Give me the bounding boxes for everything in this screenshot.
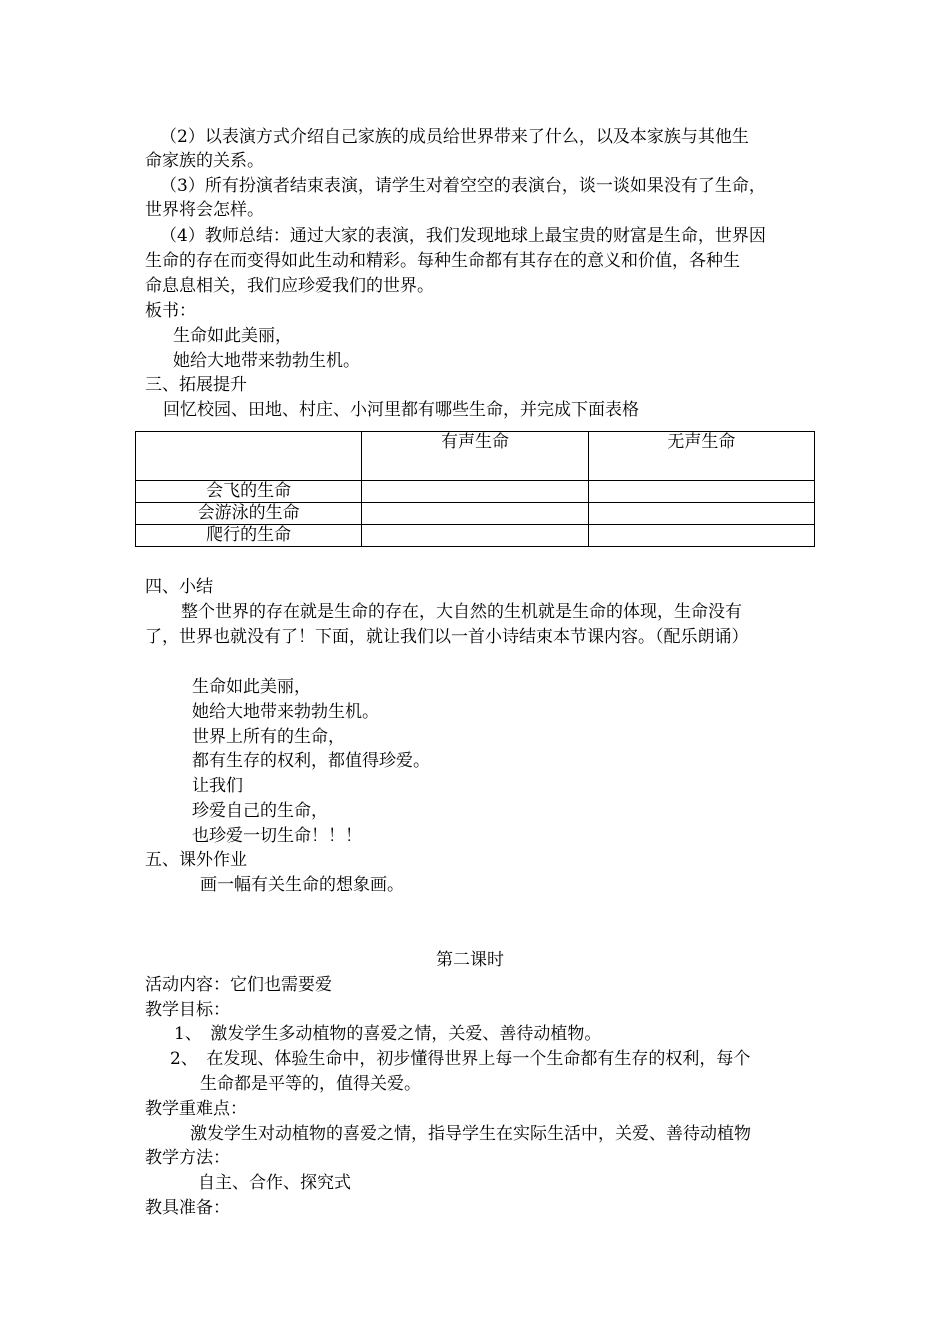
blackboard-line: 生命如此美丽， <box>173 326 292 346</box>
poem-line: 生命如此美丽， <box>192 677 311 697</box>
table-cell: 会飞的生命 <box>136 481 362 503</box>
table-row <box>136 503 815 525</box>
paragraph-line: 整个世界的存在就是生命的存在，大自然的生机就是生命的体现，生命没有 <box>181 602 742 622</box>
table-cell: 爬行的生命 <box>136 525 362 547</box>
blackboard-line: 她给大地带来勃勃生机。 <box>173 351 360 371</box>
poem-line: 珍爱自己的生命， <box>192 801 328 821</box>
table-cell <box>362 503 588 525</box>
table-header-cell: 无声生命 <box>588 432 814 481</box>
poem-line: 世界上所有的生命， <box>192 727 345 747</box>
paragraph-line: 命家族的关系。 <box>145 151 264 171</box>
section-heading: 四、小结 <box>145 577 213 597</box>
objective-line: 生命都是平等的，值得关爱。 <box>200 1074 421 1094</box>
section-heading: 教学目标： <box>145 1000 230 1020</box>
table-header-cell: 有声生命 <box>362 432 588 481</box>
poem-line: 都有生存的权利，都值得珍爱。 <box>192 751 430 771</box>
table-header-cell <box>136 432 362 481</box>
paragraph-line: 了，世界也就没有了！下面，就让我们以一首小诗结束本节课内容。（配乐朗诵） <box>145 627 749 647</box>
poem-line: 让我们 <box>192 776 243 796</box>
table-header-row <box>136 432 815 481</box>
paragraph-line: （4）教师总结：通过大家的表演，我们发现地球上最宝贵的财富是生命，世界因 <box>160 226 766 246</box>
paragraph-line: 命息息相关，我们应珍爱我们的世界。 <box>145 276 434 296</box>
table-cell <box>362 525 588 547</box>
poem-line: 她给大地带来勃勃生机。 <box>192 702 379 722</box>
table-row <box>136 525 815 547</box>
paragraph-line: （3）所有扮演者结束表演，请学生对着空空的表演台，谈一谈如果没有了生命， <box>160 176 766 196</box>
objective-line: 1、 激发学生多动植物的喜爱之情，关爱、善待动植物。 <box>174 1024 602 1044</box>
paragraph-line: 激发学生对动植物的喜爱之情，指导学生在实际生活中，关爱、善待动植物 <box>190 1124 751 1144</box>
table-cell <box>362 481 588 503</box>
section-heading: 教学重难点： <box>145 1099 247 1119</box>
paragraph-line: 画一幅有关生命的想象画。 <box>200 875 404 895</box>
paragraph-line: （2）以表演方式介绍自己家族的成员给世界带来了什么，以及本家族与其他生 <box>160 127 749 147</box>
objective-line: 2、 在发现、体验生命中，初步懂得世界上每一个生命都有生存的权利，每个 <box>170 1049 751 1069</box>
paragraph-line: 自主、合作、探究式 <box>198 1173 351 1193</box>
lesson-title: 第二课时 <box>436 950 504 970</box>
table-cell <box>588 503 814 525</box>
paragraph-line: 世界将会怎样。 <box>145 200 264 220</box>
paragraph-line: 活动内容：它们也需要爱 <box>145 975 332 995</box>
section-heading: 三、拓展提升 <box>145 375 247 395</box>
poem-line: 也珍爱一切生命！！！ <box>192 826 362 846</box>
section-heading: 教具准备： <box>145 1198 230 1218</box>
paragraph-line: 回忆校园、田地、村庄、小河里都有哪些生命，并完成下面表格 <box>163 400 639 420</box>
section-heading: 教学方法： <box>145 1148 230 1168</box>
table-cell <box>588 525 814 547</box>
life-classification-table <box>135 431 815 547</box>
blackboard-heading: 板书： <box>145 301 196 321</box>
table-cell <box>588 481 814 503</box>
table-cell: 会游泳的生命 <box>136 503 362 525</box>
section-heading: 五、课外作业 <box>145 850 247 870</box>
paragraph-line: 生命的存在而变得如此生动和精彩。每种生命都有其存在的意义和价值，各种生 <box>145 251 740 271</box>
table-row <box>136 481 815 503</box>
